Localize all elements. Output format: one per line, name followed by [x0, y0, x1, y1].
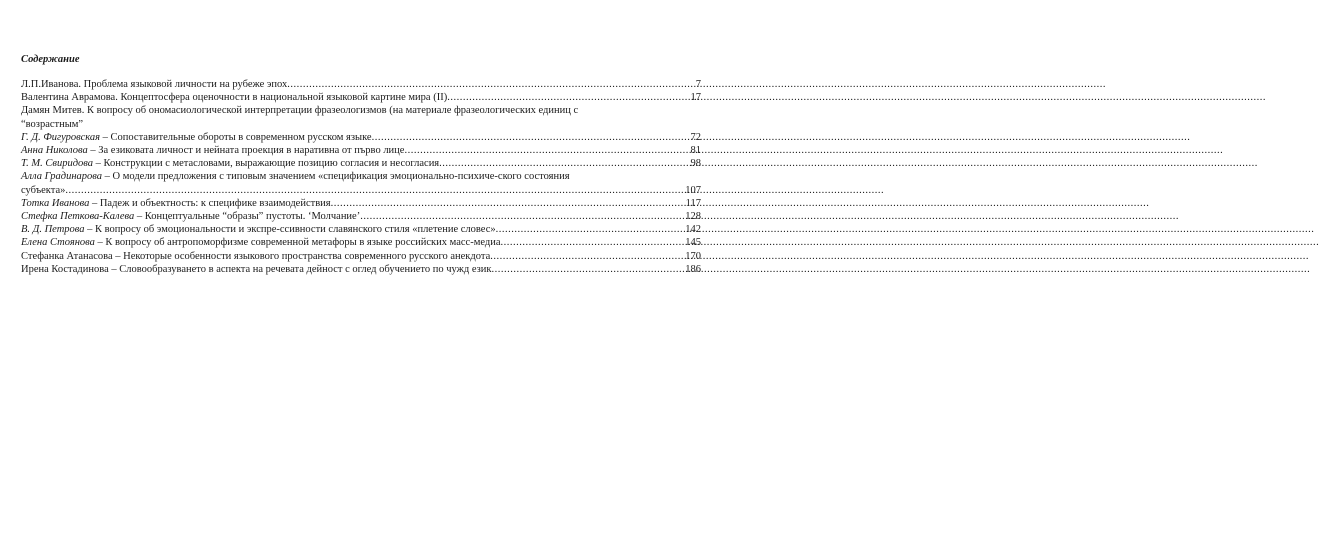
toc-entry-text-line1: Дамян Митев. К вопросу об ономасиологической интерпретации фразеологизмов (на материале фразеологических единиц с	[21, 105, 579, 117]
toc-entry-text	[21, 210, 360, 223]
toc-leader-dots	[404, 144, 690, 157]
toc-entry-text: Ирена Костадинова – Словообразуването в аспекта на речевата дейност с оглед обучението по чужд език	[21, 263, 492, 275]
toc-page-number: 117	[685, 197, 701, 209]
toc-entry-title: – К вопросу об антропоморфизме современной метафоры в языке российских масс-медиа	[94, 237, 501, 249]
toc-entry	[21, 157, 701, 170]
toc-heading: Содержание	[21, 54, 80, 65]
toc-page-number: 107	[685, 184, 701, 196]
toc-entry-text-line2: “возрастным”	[21, 118, 84, 130]
toc-entry	[21, 170, 701, 196]
toc-entry-title: – Падеж и объектность: к специфике взаимодействия	[89, 197, 331, 209]
toc-leader-dots	[496, 223, 686, 236]
toc-entry-title: – К вопросу об эмоциональности и экспре-ссивности славянского стиля «плетение словес»	[84, 224, 496, 236]
toc-page-number: 7	[695, 79, 701, 90]
toc-entry-text: Л.П.Иванова. Проблема языковой личности на рубеже эпох	[21, 79, 288, 90]
toc-entry-text	[21, 197, 331, 210]
toc-entry	[21, 144, 701, 157]
toc-page-number: 98	[690, 158, 701, 170]
toc-leader-dots	[439, 157, 690, 170]
toc-entry-author: Тотка Иванова	[21, 197, 90, 209]
toc-entry-title: – О модели предложения с типовым значением «спецификация эмоционально-психиче-ского состояния	[102, 171, 570, 183]
toc-leader-dots	[331, 197, 686, 210]
toc-entry-text: субъекта»	[21, 184, 66, 196]
toc-page-number: 72	[690, 131, 701, 143]
toc-entry	[21, 131, 701, 144]
toc-leader-dots	[360, 210, 685, 223]
toc-entry-text	[21, 157, 439, 170]
toc-page-number: 81	[690, 145, 701, 157]
toc-entry-author: Т. М. Свиридова	[21, 158, 94, 170]
toc-entry-title: – За езиковата личност и нейната проекция в наративна от първо лице	[87, 145, 405, 157]
toc-entry	[21, 104, 701, 130]
toc-leader-dots	[372, 131, 691, 144]
toc-entry-text	[21, 144, 404, 157]
document-page	[21, 53, 701, 276]
table-of-contents	[21, 78, 701, 276]
toc-entry-text-line1	[21, 170, 701, 183]
toc-entry	[21, 210, 701, 223]
toc-entry-title: – Конструкции с метасловами, выражающие позицию согласия и несогласия	[93, 158, 440, 170]
toc-entry-author: Алла Градинарова	[21, 171, 103, 183]
toc-leader-dots	[287, 78, 695, 91]
toc-entry	[21, 250, 701, 263]
toc-entry	[21, 78, 701, 91]
toc-leader-dots	[447, 91, 690, 104]
toc-leader-dots	[500, 236, 685, 249]
toc-entry-author: Г. Д. Фигуровская	[21, 131, 101, 143]
toc-leader-dots	[490, 250, 685, 263]
toc-leader-dots	[492, 263, 686, 276]
toc-entry-author: Стефка Петкова-Калева	[21, 211, 135, 223]
toc-entry	[21, 197, 701, 210]
toc-entry-author: Анна Николова	[21, 145, 88, 157]
toc-entry-text	[21, 223, 496, 236]
toc-entry-text: Стефанка Атанасова – Некоторые особенности языкового пространства современного русского анекдота	[21, 250, 491, 262]
toc-entry-text: Валентина Аврамова. Концептосфера оценочности в национальной языковой картине мира (II)	[21, 92, 448, 104]
toc-entry-title: – Сопоставительные обороты в современном русском языке	[100, 131, 372, 143]
toc-entry	[21, 91, 701, 104]
toc-leader-dots	[65, 184, 685, 197]
toc-page-number: 142	[685, 224, 701, 236]
toc-entry	[21, 236, 701, 249]
toc-entry-text	[21, 236, 500, 249]
toc-entry-title: – Концептуальные “образы” пустоты. ‘Молчание’	[134, 211, 361, 223]
toc-entry-line2	[21, 184, 701, 197]
toc-page-number: 186	[685, 263, 701, 275]
toc-page-number: 17	[690, 92, 701, 104]
toc-entry-author: Елена Стоянова	[21, 237, 95, 249]
toc-entry-author: В. Д. Петрова	[21, 224, 85, 236]
toc-page-number: 128	[685, 211, 701, 223]
toc-page-number: 145	[685, 237, 701, 249]
toc-entry-text	[21, 131, 372, 144]
toc-page-number: 170	[685, 250, 701, 262]
toc-entry	[21, 263, 701, 276]
toc-entry	[21, 223, 701, 236]
